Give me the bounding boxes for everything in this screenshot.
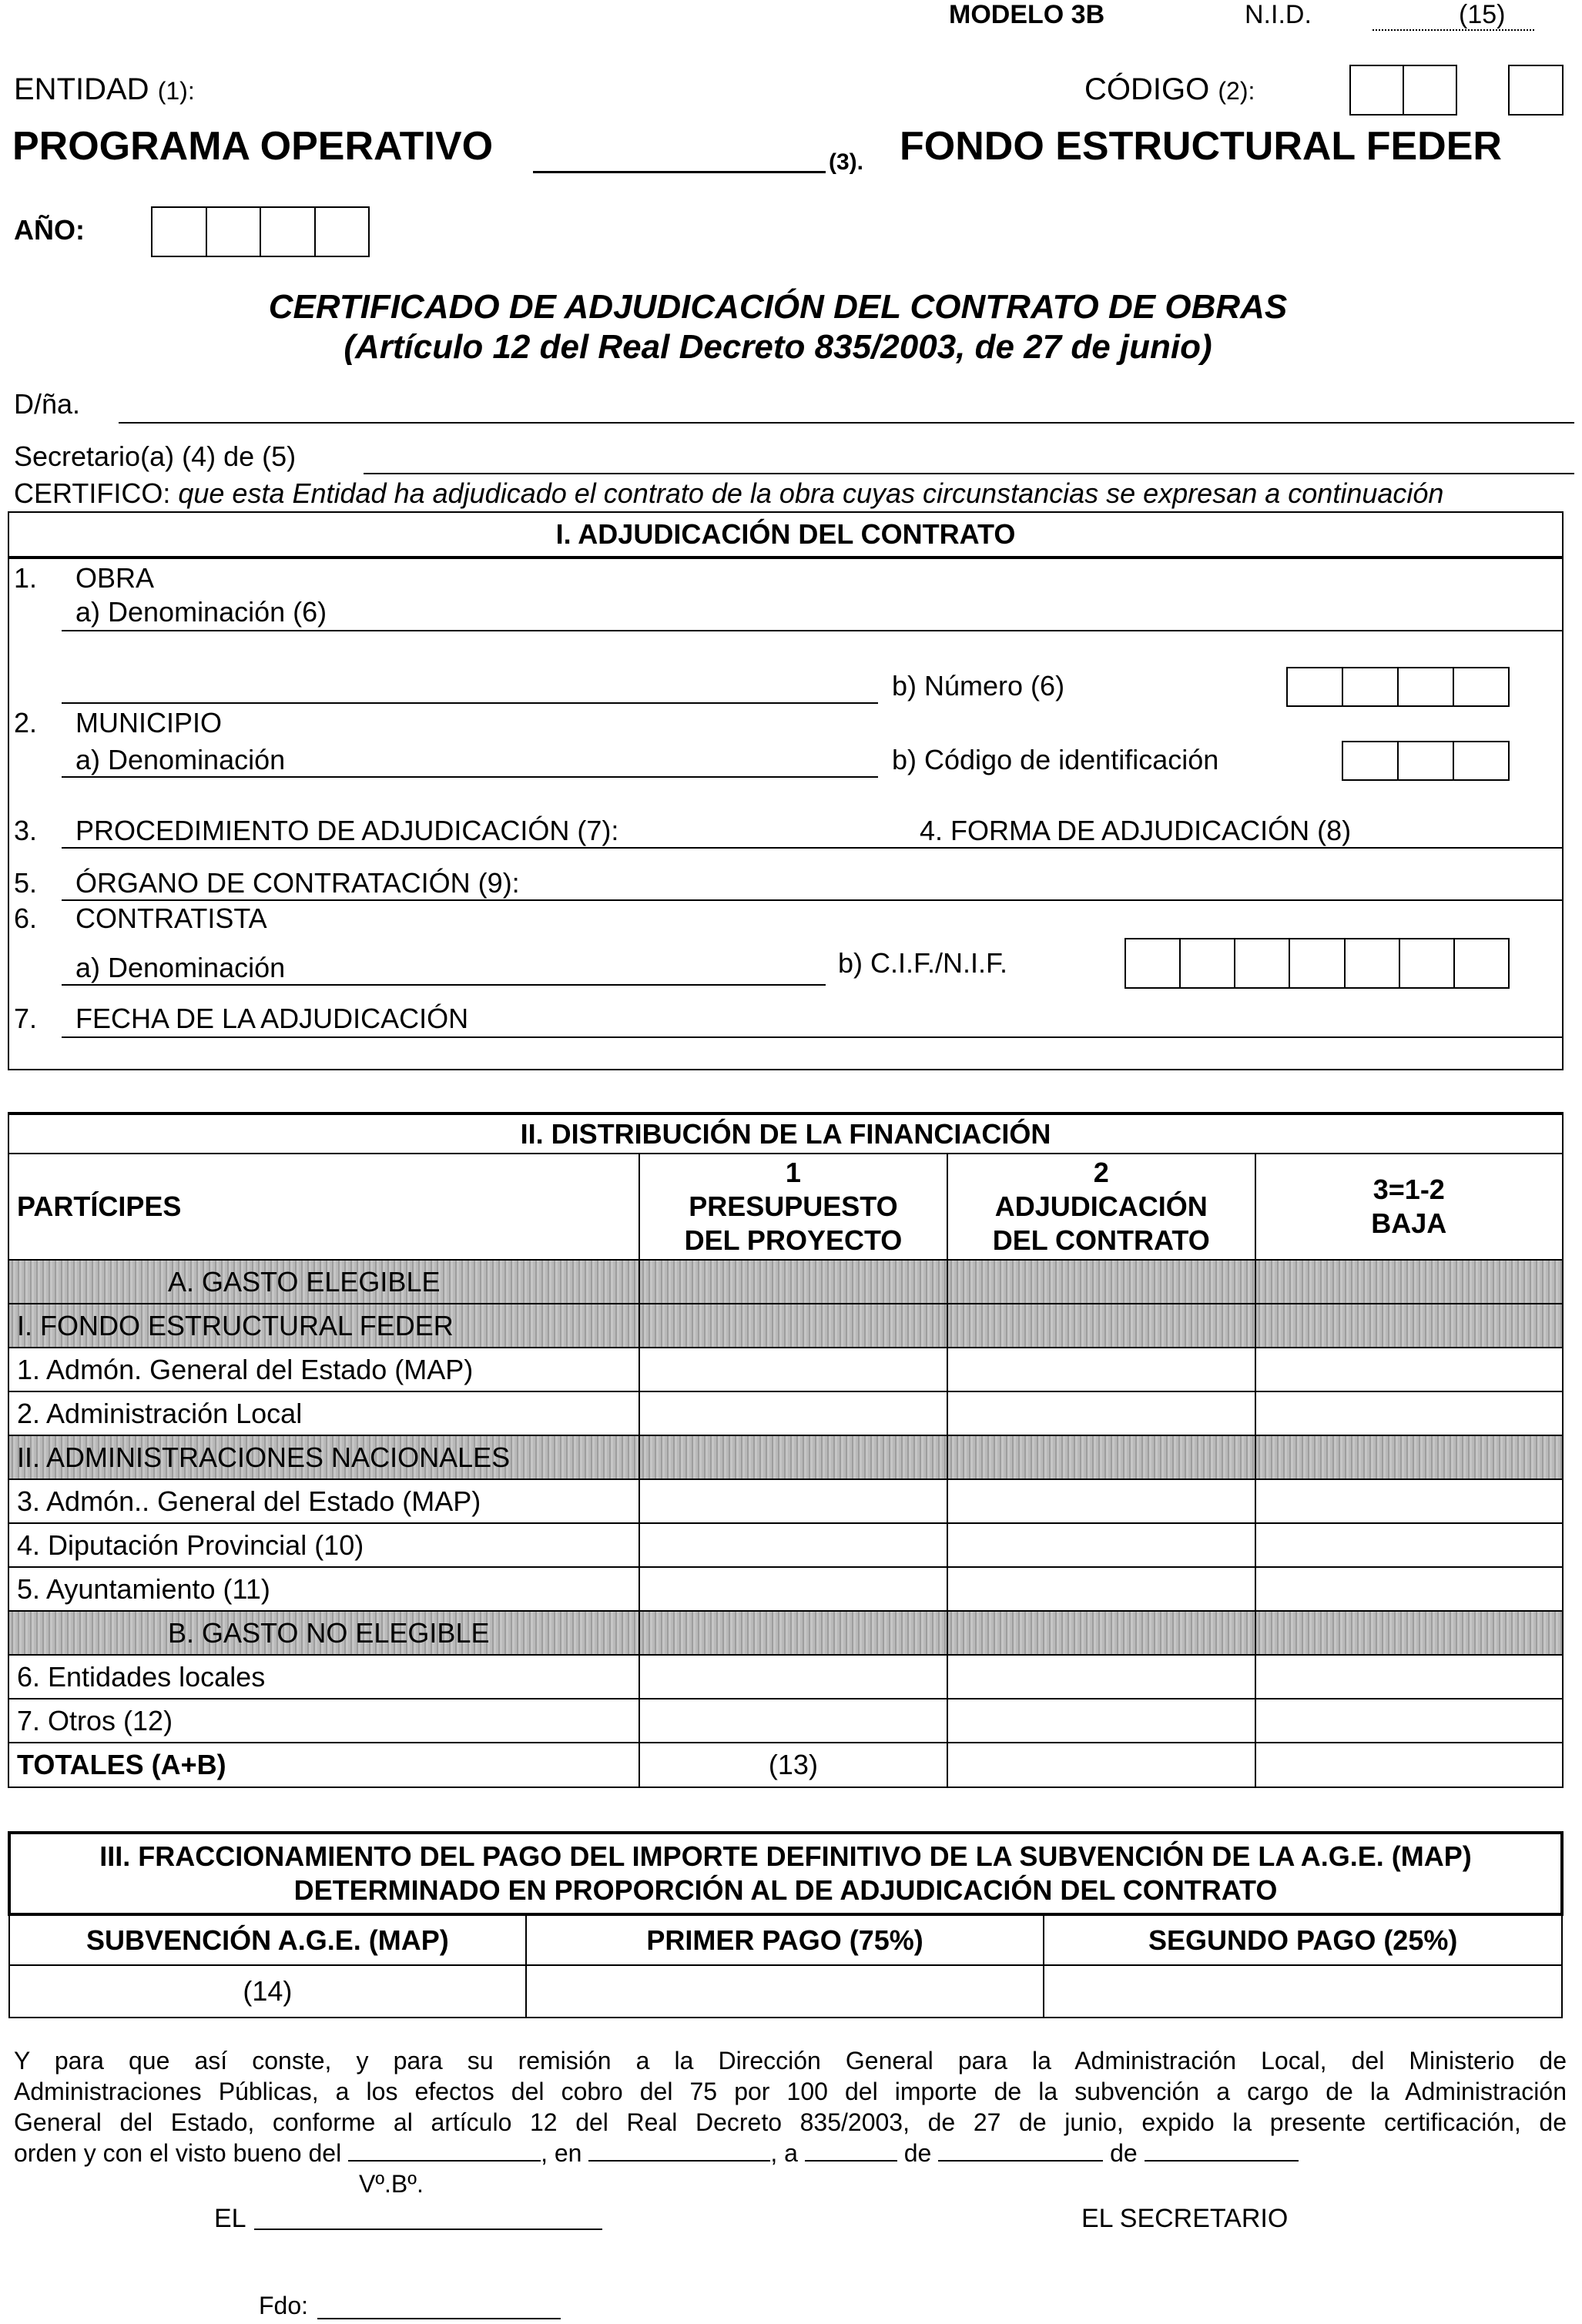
adjudicacion-cell[interactable]: [947, 1699, 1255, 1743]
obra-numero-label: b) Número (6): [892, 670, 1065, 702]
contratista-denominacion-label: a) Denominación: [75, 952, 286, 983]
table-row: [8, 1611, 1563, 1655]
presupuesto-cell[interactable]: [639, 1699, 947, 1743]
baja-header: 3=1-2 BAJA: [1255, 1154, 1563, 1260]
participes-header: PARTÍCIPES: [8, 1154, 639, 1260]
anio-boxes[interactable]: [151, 206, 370, 257]
secretario-sign-label: EL SECRETARIO: [1081, 2204, 1289, 2233]
presupuesto-cell[interactable]: [639, 1348, 947, 1391]
obra-label: OBRA: [75, 562, 155, 594]
adjudicacion-cell: [947, 1611, 1255, 1655]
contratista-denominacion-line[interactable]: [62, 984, 826, 986]
totales-label: TOTALES (A+B): [8, 1743, 639, 1787]
contratista-label: CONTRATISTA: [75, 902, 267, 934]
nid-value: (15): [1459, 0, 1506, 29]
participe-label: 1. Admón. General del Estado (MAP): [8, 1348, 639, 1391]
municipio-denominacion-line[interactable]: [62, 776, 878, 778]
organo-line[interactable]: [62, 899, 1564, 901]
table-row: [8, 1435, 1563, 1479]
participe-label: I. FONDO ESTRUCTURAL FEDER: [8, 1304, 639, 1348]
anio-field[interactable]: [1145, 2160, 1299, 2162]
baja-cell[interactable]: [1255, 1523, 1563, 1567]
totales-ref: (13): [639, 1743, 947, 1787]
presupuesto-cell: [639, 1611, 947, 1655]
vobo-label: Vº.Bº.: [359, 2170, 424, 2198]
modelo-label: MODELO 3B: [949, 0, 1105, 29]
anio-label: AÑO:: [14, 214, 85, 246]
closing-line-1: Y para que así conste, y para su remisión a la Dirección General para la Administración Local, del Ministerio de: [14, 2047, 1567, 2075]
codigo-box-extra[interactable]: [1508, 65, 1564, 116]
fecha-line[interactable]: [62, 1036, 1564, 1038]
subvencion-cell[interactable]: (14): [9, 1965, 526, 2018]
baja-cell: [1255, 1435, 1563, 1479]
cif-boxes[interactable]: [1124, 938, 1510, 989]
el-label: EL: [214, 2204, 246, 2233]
segundo-pago-header: SEGUNDO PAGO (25%): [1044, 1914, 1562, 1965]
participe-label: B. GASTO NO ELEGIBLE: [8, 1611, 639, 1655]
mes-field[interactable]: [938, 2160, 1103, 2162]
participe-label: 2. Administración Local: [8, 1391, 639, 1435]
obra-denominacion-line-2[interactable]: [62, 702, 878, 704]
secretario-line[interactable]: [364, 473, 1574, 474]
presupuesto-header: 1 PRESUPUESTO DEL PROYECTO: [639, 1154, 947, 1260]
participe-label: 4. Diputación Provincial (10): [8, 1523, 639, 1567]
table-row: [8, 1523, 1563, 1567]
table-row: [8, 1260, 1563, 1304]
baja-cell: [1255, 1304, 1563, 1348]
presupuesto-cell[interactable]: [639, 1523, 947, 1567]
baja-cell[interactable]: [1255, 1348, 1563, 1391]
adjudicacion-cell[interactable]: [947, 1523, 1255, 1567]
section2-heading: II. DISTRIBUCIÓN DE LA FINANCIACIÓN: [8, 1113, 1563, 1154]
participe-label: A. GASTO ELEGIBLE: [8, 1260, 639, 1304]
programa-line[interactable]: [533, 171, 826, 173]
el-line[interactable]: [254, 2229, 602, 2230]
item5-number: 5.: [14, 867, 38, 899]
forma-label: 4. FORMA DE ADJUDICACIÓN (8): [920, 815, 1352, 846]
municipio-denominacion-label: a) Denominación: [75, 744, 286, 775]
adjudicacion-header: 2 ADJUDICACIÓN DEL CONTRATO: [947, 1154, 1255, 1260]
table-row: [8, 1655, 1563, 1699]
item1-number: 1.: [14, 562, 38, 594]
totales-adjudicacion-cell[interactable]: [947, 1743, 1255, 1787]
item3-number: 3.: [14, 815, 38, 846]
primer-pago-header: PRIMER PAGO (75%): [526, 1914, 1044, 1965]
baja-cell[interactable]: [1255, 1655, 1563, 1699]
dna-label: D/ña.: [14, 388, 81, 420]
table-row: [8, 1699, 1563, 1743]
nid-label: N.I.D.: [1245, 0, 1312, 29]
municipio-label: MUNICIPIO: [75, 707, 223, 738]
secretario-label: Secretario(a) (4) de (5): [14, 440, 297, 472]
table-row: [8, 1479, 1563, 1523]
participe-label: 3. Admón.. General del Estado (MAP): [8, 1479, 639, 1523]
closing-line-4: orden y con el visto bueno del , en , a de de: [14, 2138, 1567, 2168]
certificate-subtitle: (Artículo 12 del Real Decreto 835/2003, de 27 de junio): [344, 328, 1212, 366]
dia-field[interactable]: [805, 2160, 897, 2162]
baja-cell[interactable]: [1255, 1391, 1563, 1435]
programa-label: PROGRAMA OPERATIVO: [12, 124, 494, 169]
segundo-pago-cell[interactable]: [1044, 1965, 1562, 2018]
closing-paragraph: [14, 2045, 1567, 2168]
participe-label: 7. Otros (12): [8, 1699, 639, 1743]
adjudicacion-cell[interactable]: [947, 1567, 1255, 1611]
municipio-codigo-label: b) Código de identificación: [892, 744, 1219, 775]
presupuesto-cell: [639, 1260, 947, 1304]
table-row: [8, 1348, 1563, 1391]
dna-line[interactable]: [119, 422, 1574, 424]
municipio-codigo-boxes[interactable]: [1342, 741, 1510, 781]
table-row: [8, 1391, 1563, 1435]
baja-cell: [1255, 1611, 1563, 1655]
participe-label: II. ADMINISTRACIONES NACIONALES: [8, 1435, 639, 1479]
closing-line-2: Administraciones Públicas, a los efectos del cobro del 75 por 100 del importe de la subvención a cargo de la Administración: [14, 2078, 1567, 2105]
participe-label: 5. Ayuntamiento (11): [8, 1567, 639, 1611]
adjudicacion-cell[interactable]: [947, 1655, 1255, 1699]
nid-line[interactable]: [1373, 29, 1534, 31]
presupuesto-cell[interactable]: [639, 1655, 947, 1699]
baja-cell[interactable]: [1255, 1567, 1563, 1611]
adjudicacion-cell: [947, 1435, 1255, 1479]
adjudicacion-cell[interactable]: [947, 1348, 1255, 1391]
cif-label: b) C.I.F./N.I.F.: [838, 947, 1008, 979]
financiacion-table: [8, 1112, 1564, 1788]
fecha-label: FECHA DE LA ADJUDICACIÓN: [75, 1003, 469, 1034]
participe-label: 6. Entidades locales: [8, 1655, 639, 1699]
obra-numero-boxes[interactable]: [1286, 667, 1510, 707]
obra-denominacion-label: a) Denominación (6): [75, 596, 327, 628]
adjudicacion-cell[interactable]: [947, 1391, 1255, 1435]
lugar-field[interactable]: [588, 2160, 770, 2162]
item2-number: 2.: [14, 707, 38, 738]
organo-label: ÓRGANO DE CONTRATACIÓN (9):: [75, 867, 520, 899]
certifico-line: CERTIFICO: que esta Entidad ha adjudicado el contrato de la obra cuyas circunstancias se expresan a continuación: [14, 477, 1444, 509]
table-row: [8, 1304, 1563, 1348]
codigo-label: CÓDIGO (2):: [1084, 72, 1255, 106]
programa-ref: (3).: [829, 149, 863, 175]
codigo-boxes[interactable]: [1349, 65, 1457, 116]
adjudicacion-cell: [947, 1304, 1255, 1348]
procedimiento-line[interactable]: [62, 847, 1564, 849]
baja-cell[interactable]: [1255, 1699, 1563, 1743]
entidad-label: ENTIDAD (1):: [14, 72, 195, 106]
adjudicacion-cell: [947, 1260, 1255, 1304]
table-row: [8, 1567, 1563, 1611]
totales-baja-cell[interactable]: [1255, 1743, 1563, 1787]
primer-pago-cell[interactable]: [526, 1965, 1044, 2018]
fdo-label: Fdo:: [259, 2292, 309, 2319]
procedimiento-label: PROCEDIMIENTO DE ADJUDICACIÓN (7):: [75, 815, 619, 846]
presupuesto-cell: [639, 1304, 947, 1348]
item6-number: 6.: [14, 902, 38, 934]
presupuesto-cell[interactable]: [639, 1567, 947, 1611]
obra-denominacion-line[interactable]: [62, 630, 1564, 631]
baja-cell: [1255, 1260, 1563, 1304]
fdo-line[interactable]: [317, 2318, 561, 2319]
closing-line-3: General del Estado, conforme al artículo 12 del Real Decreto 835/2003, de 27 de junio, expido la presente certificación, de: [14, 2108, 1567, 2136]
section1-heading: I. ADJUDICACIÓN DEL CONTRATO: [9, 513, 1562, 559]
baja-cell[interactable]: [1255, 1479, 1563, 1523]
visto-bueno-field[interactable]: [348, 2160, 541, 2162]
item7-number: 7.: [14, 1003, 38, 1034]
fraccionamiento-table: [8, 1831, 1564, 2018]
certificate-title: CERTIFICADO DE ADJUDICACIÓN DEL CONTRATO DE OBRAS: [268, 288, 1288, 326]
fondo-label: FONDO ESTRUCTURAL FEDER: [900, 124, 1502, 169]
presupuesto-cell: [639, 1435, 947, 1479]
presupuesto-cell[interactable]: [639, 1391, 947, 1435]
section3-heading: III. FRACCIONAMIENTO DEL PAGO DEL IMPORTE DEFINITIVO DE LA SUBVENCIÓN DE LA A.G.E. (MAP) DETERMINADO EN PROPORCIÓN AL DE ADJUDICACIÓN DEL CONTRATO: [9, 1833, 1562, 1914]
presupuesto-cell[interactable]: [639, 1479, 947, 1523]
subvencion-header: SUBVENCIÓN A.G.E. (MAP): [9, 1914, 526, 1965]
adjudicacion-cell[interactable]: [947, 1479, 1255, 1523]
